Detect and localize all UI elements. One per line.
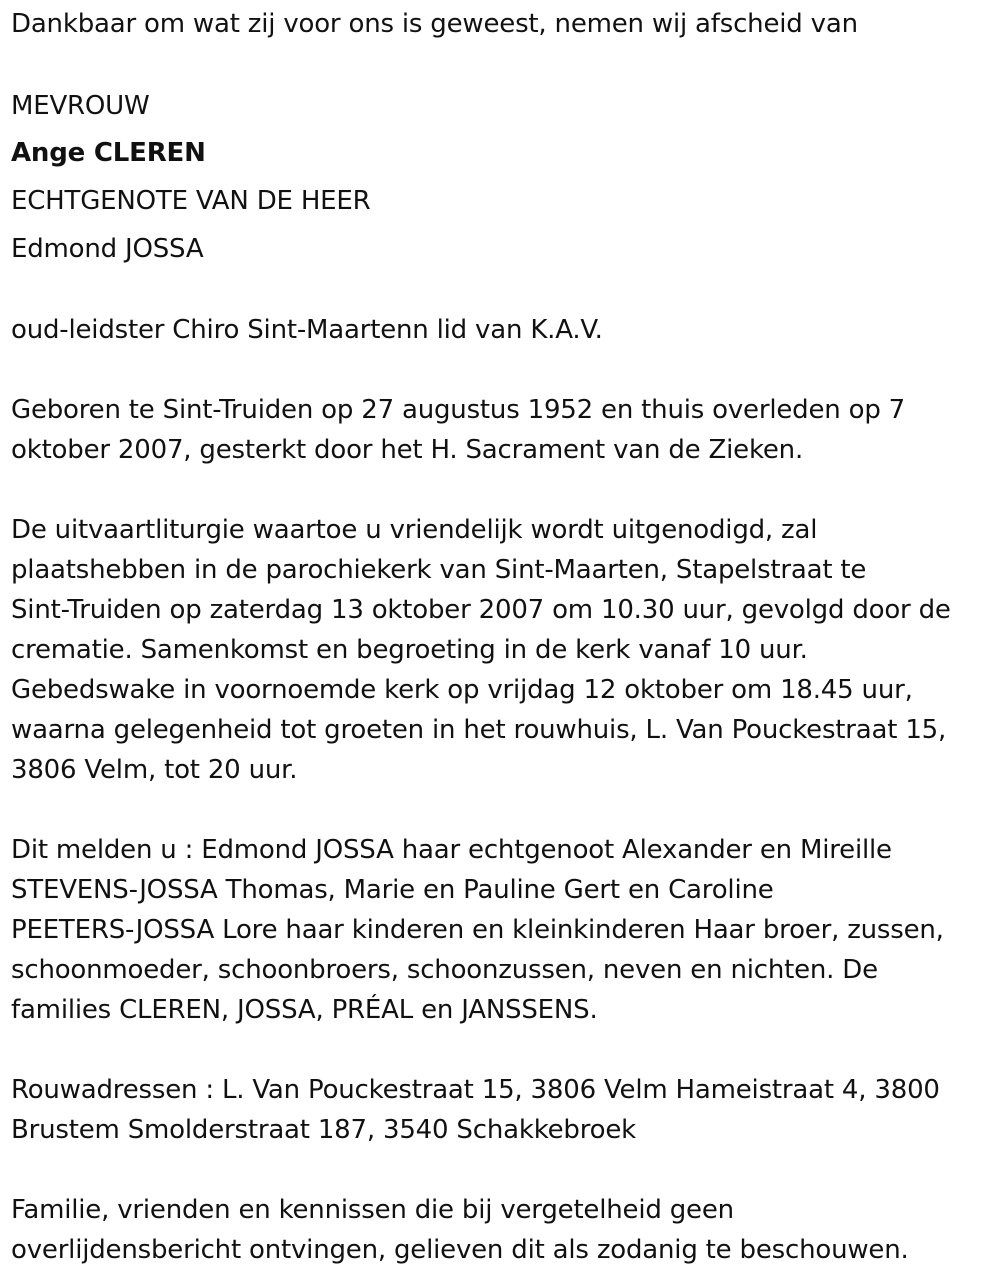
closing-paragraph [11, 1190, 993, 1270]
birth-death-paragraph [11, 390, 993, 470]
deceased-name: Ange CLEREN [11, 138, 206, 168]
relation-text: ECHTGENOTE VAN DE HEER [11, 186, 371, 216]
paragraph-line: Dit melden u : Edmond JOSSA haar echtgenoot Alexander en Mireille [11, 835, 892, 865]
paragraph-line: STEVENS-JOSSA Thomas, Marie en Pauline Gert en Caroline [11, 875, 774, 905]
paragraph-line: plaatshebben in de parochiekerk van Sint-Maarten, Stapelstraat te [11, 555, 867, 585]
paragraph-line: Brustem Smolderstraat 187, 3540 Schakkebroek [11, 1115, 637, 1145]
funeral-paragraph [11, 510, 993, 790]
addresses-paragraph [11, 1070, 993, 1150]
honorific: MEVROUW [11, 91, 150, 121]
membership-text: oud-leidster Chiro Sint-Maartenn lid van K.A.V. [11, 315, 603, 345]
paragraph-line: Familie, vrienden en kennissen die bij vergetelheid geen [11, 1195, 734, 1225]
paragraph-line: oktober 2007, gesterkt door het H. Sacrament van de Zieken. [11, 435, 804, 465]
paragraph-line: Sint-Truiden op zaterdag 13 oktober 2007 om 10.30 uur, gevolgd door de [11, 595, 951, 625]
paragraph-line: waarna gelegenheid tot groeten in het rouwhuis, L. Van Pouckestraat 15, [11, 715, 947, 745]
paragraph-line: schoonmoeder, schoonbroers, schoonzussen, neven en nichten. De [11, 955, 878, 985]
paragraph-line: PEETERS-JOSSA Lore haar kinderen en kleinkinderen Haar broer, zussen, [11, 915, 944, 945]
paragraph-line: Gebedswake in voornoemde kerk op vrijdag 12 oktober om 18.45 uur, [11, 675, 913, 705]
paragraph-line: crematie. Samenkomst en begroeting in de kerk vanaf 10 uur. [11, 635, 808, 665]
spouse-name: Edmond JOSSA [11, 234, 204, 264]
paragraph-line: overlijdensbericht ontvingen, gelieven dit als zodanig te beschouwen. [11, 1235, 909, 1265]
intro-text: Dankbaar om wat zij voor ons is geweest, nemen wij afscheid van [11, 9, 858, 39]
announcers-paragraph [11, 830, 993, 1030]
paragraph-line: 3806 Velm, tot 20 uur. [11, 755, 298, 785]
paragraph-line: De uitvaartliturgie waartoe u vriendelijk wordt uitgenodigd, zal [11, 515, 818, 545]
paragraph-line: families CLEREN, JOSSA, PRÉAL en JANSSENS. [11, 995, 598, 1025]
paragraph-line: Rouwadressen : L. Van Pouckestraat 15, 3806 Velm Hameistraat 4, 3800 [11, 1075, 940, 1105]
paragraph-line: Geboren te Sint-Truiden op 27 augustus 1952 en thuis overleden op 7 [11, 395, 906, 425]
